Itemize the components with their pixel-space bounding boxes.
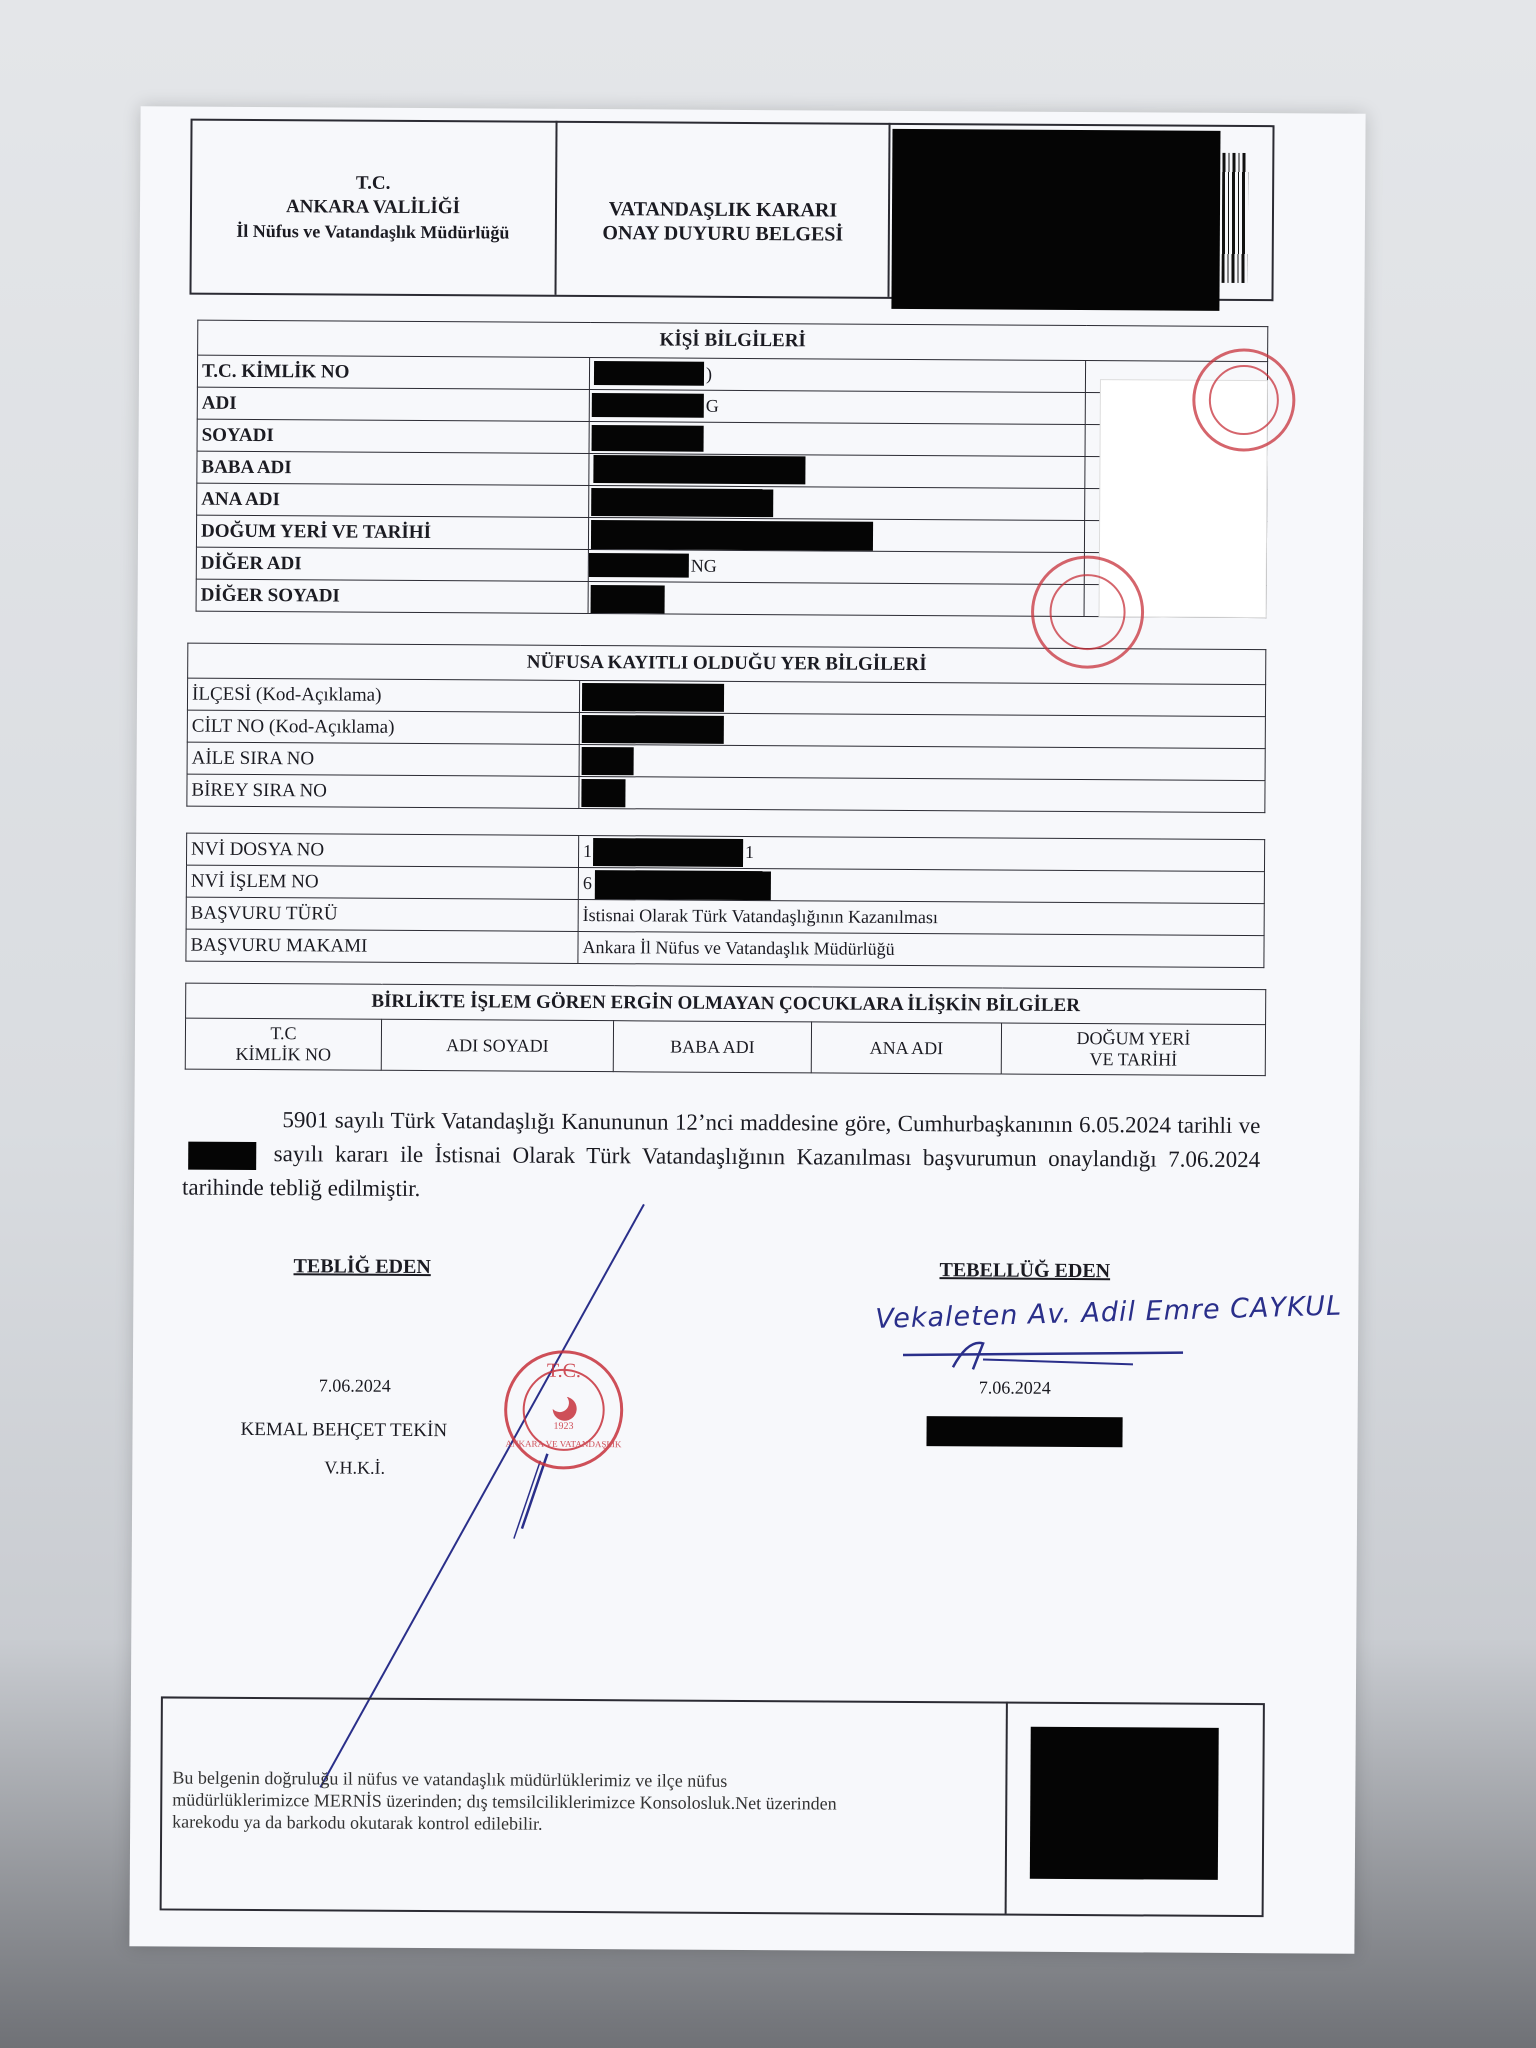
column-header: ADI SOYADI: [381, 1019, 613, 1071]
official-stamp-top: [1189, 345, 1300, 456]
redaction-bar: [592, 425, 704, 452]
redaction-bar: [593, 838, 743, 867]
redacted-decision-number: [188, 1141, 256, 1169]
verification-text: [172, 1767, 992, 1838]
document-title: [558, 197, 888, 247]
redaction-bar: [582, 683, 724, 712]
redaction-bar: [582, 747, 634, 775]
row-value: [588, 518, 1084, 553]
notifier-date: 7.06.2024: [318, 1375, 391, 1396]
handwriting-underline: [893, 1329, 1193, 1381]
children-header-row: [185, 1018, 1265, 1076]
redaction-bar: [594, 361, 704, 386]
statement-part2: sayılı kararı ile İstisnai Olarak Türk Vatandaşlığının Kazanılması başvurumun onaylandığı 7.06.2024 tarihinde tebliğ edilmiştir.: [181, 1141, 1261, 1202]
row-value: [588, 582, 1084, 617]
row-label: ADI: [197, 387, 589, 421]
statement-part1: 5901 sayılı Türk Vatandaşlığı Kanununun 12’nci maddesine göre, Cumhurbaşkanının 6.05.2024 tarihli ve: [282, 1107, 1261, 1139]
value-fragment: 1: [745, 841, 755, 863]
personal-info-title: KİŞİ BİLGİLERİ: [198, 320, 1268, 362]
column-header: [185, 1018, 381, 1070]
recipient-title: TEBELLÜĞ EDEN: [939, 1259, 1111, 1283]
row-value: [589, 358, 1085, 393]
row-label: T.C. KİMLİK NO: [197, 355, 589, 389]
row-value: [589, 454, 1085, 489]
redaction-bar: [591, 585, 665, 613]
verification-text-line: Bu belgenin doğruluğu il nüfus ve vatandaşlık müdürlüklerimiz ve ilçe nüfus: [172, 1767, 728, 1791]
redacted-qr-code: [1030, 1727, 1219, 1880]
barcode-strip: [1222, 153, 1249, 283]
row-label: BABA ADI: [197, 451, 589, 485]
row-label: CİLT NO (Kod-Açıklama): [187, 710, 579, 744]
notifier-role: V.H.K.İ.: [324, 1457, 386, 1478]
verification-text-line: müdürlüklerimizce MERNİS üzerinden; dış temsilciliklerimizce Konsolosluk.Net üzerinden: [172, 1789, 837, 1814]
redaction-bar: [593, 455, 805, 484]
row-value: [578, 867, 1264, 903]
verification-text-line: karekodu ya da barkodu okutarak kontrol edilebilir.: [172, 1811, 543, 1834]
registry-title: NÜFUSA KAYITLI OLDUĞU YER BİLGİLERİ: [188, 643, 1266, 685]
document-title-line2: ONAY DUYURU BELGESİ: [602, 222, 844, 246]
value-fragment: ): [705, 363, 713, 384]
stamp-ring-text: ANKARA VE VATANDAŞLIK: [505, 1438, 622, 1450]
redaction-bar: [589, 553, 689, 578]
children-table: [185, 983, 1267, 1077]
row-value: [589, 390, 1085, 425]
official-stamp-middle: [1027, 552, 1148, 673]
column-header-line: KİMLİK NO: [235, 1043, 332, 1065]
redaction-bar: [592, 393, 704, 418]
redaction-bar: [582, 715, 724, 744]
table-row: [186, 929, 1264, 968]
stamp-top-text: T.C.: [546, 1359, 582, 1382]
row-label: DİĞER SOYADI: [196, 579, 588, 613]
handwritten-signature: Vekaleten Av. Adil Emre CAYKUL: [874, 1290, 1343, 1335]
stamp-year: 1923: [553, 1420, 574, 1432]
value-fragment: 6: [582, 872, 592, 894]
redaction-bar: [591, 488, 773, 517]
document-page: [129, 106, 1365, 1953]
column-header: BABA ADI: [613, 1021, 811, 1073]
row-value: [578, 835, 1264, 871]
row-label: SOYADI: [197, 419, 589, 453]
row-label: NVİ İŞLEM NO: [186, 865, 578, 899]
row-label: ANA ADI: [197, 483, 589, 517]
row-label: DİĞER ADI: [196, 547, 588, 581]
value-fragment: G: [705, 395, 719, 416]
statement-paragraph: [182, 1103, 1261, 1212]
row-label: DOĞUM YERİ VE TARİHİ: [196, 515, 588, 549]
recipient-date: 7.06.2024: [978, 1377, 1051, 1398]
row-label: NVİ DOSYA NO: [186, 833, 578, 867]
issuer-block: [192, 171, 554, 245]
row-label: BAŞVURU TÜRÜ: [186, 897, 578, 931]
row-value: İstisnai Olarak Türk Vatandaşlığının Kazanılması: [578, 899, 1264, 935]
row-value: [589, 422, 1085, 457]
row-value: [579, 776, 1265, 812]
issuer-directorate: İl Nüfus ve Vatandaşlık Müdürlüğü: [236, 220, 510, 243]
children-title: BİRLİKTE İŞLEM GÖREN ERGİN OLMAYAN ÇOCUKLARA İLİŞKİN BİLGİLER: [186, 983, 1266, 1025]
notifier-name: KEMAL BEHÇET TEKİN: [240, 1418, 448, 1442]
row-value: [579, 744, 1265, 780]
table-row: [187, 774, 1265, 813]
row-label: AİLE SIRA NO: [187, 742, 579, 776]
redacted-recipient-name: [926, 1416, 1122, 1447]
row-value: [579, 712, 1265, 748]
row-value: Ankara İl Nüfus ve Vatandaşlık Müdürlüğü: [578, 931, 1264, 967]
column-header: [1001, 1023, 1265, 1076]
row-value: [579, 680, 1265, 716]
row-value: [589, 486, 1085, 521]
row-label: BİREY SIRA NO: [187, 774, 579, 808]
notifier-title: TEBLİĞ EDEN: [293, 1255, 431, 1279]
value-fragment: NG: [690, 555, 717, 576]
file-info-table: [185, 833, 1265, 969]
column-header-line: VE TARİHİ: [1089, 1049, 1178, 1070]
redacted-barcode-area: [891, 129, 1220, 311]
value-fragment: 1: [583, 840, 593, 862]
redaction-bar: [595, 870, 771, 901]
official-stamp-bottom: [500, 1347, 627, 1474]
row-label: İLÇESİ (Kod-Açıklama): [187, 678, 579, 712]
issuer-governorship: ANKARA VALİLİĞİ: [285, 196, 461, 219]
redaction-bar: [581, 779, 625, 807]
row-label: BAŞVURU MAKAMI: [186, 929, 578, 963]
document-title-line1: VATANDAŞLIK KARARI: [608, 198, 838, 222]
row-value: [588, 550, 1084, 585]
issuer-tc: T.C.: [355, 172, 391, 194]
column-header-line: T.C: [270, 1023, 297, 1044]
column-header: ANA ADI: [811, 1022, 1001, 1074]
redaction-bar: [591, 520, 873, 552]
column-header-line: DOĞUM YERİ: [1076, 1028, 1191, 1049]
